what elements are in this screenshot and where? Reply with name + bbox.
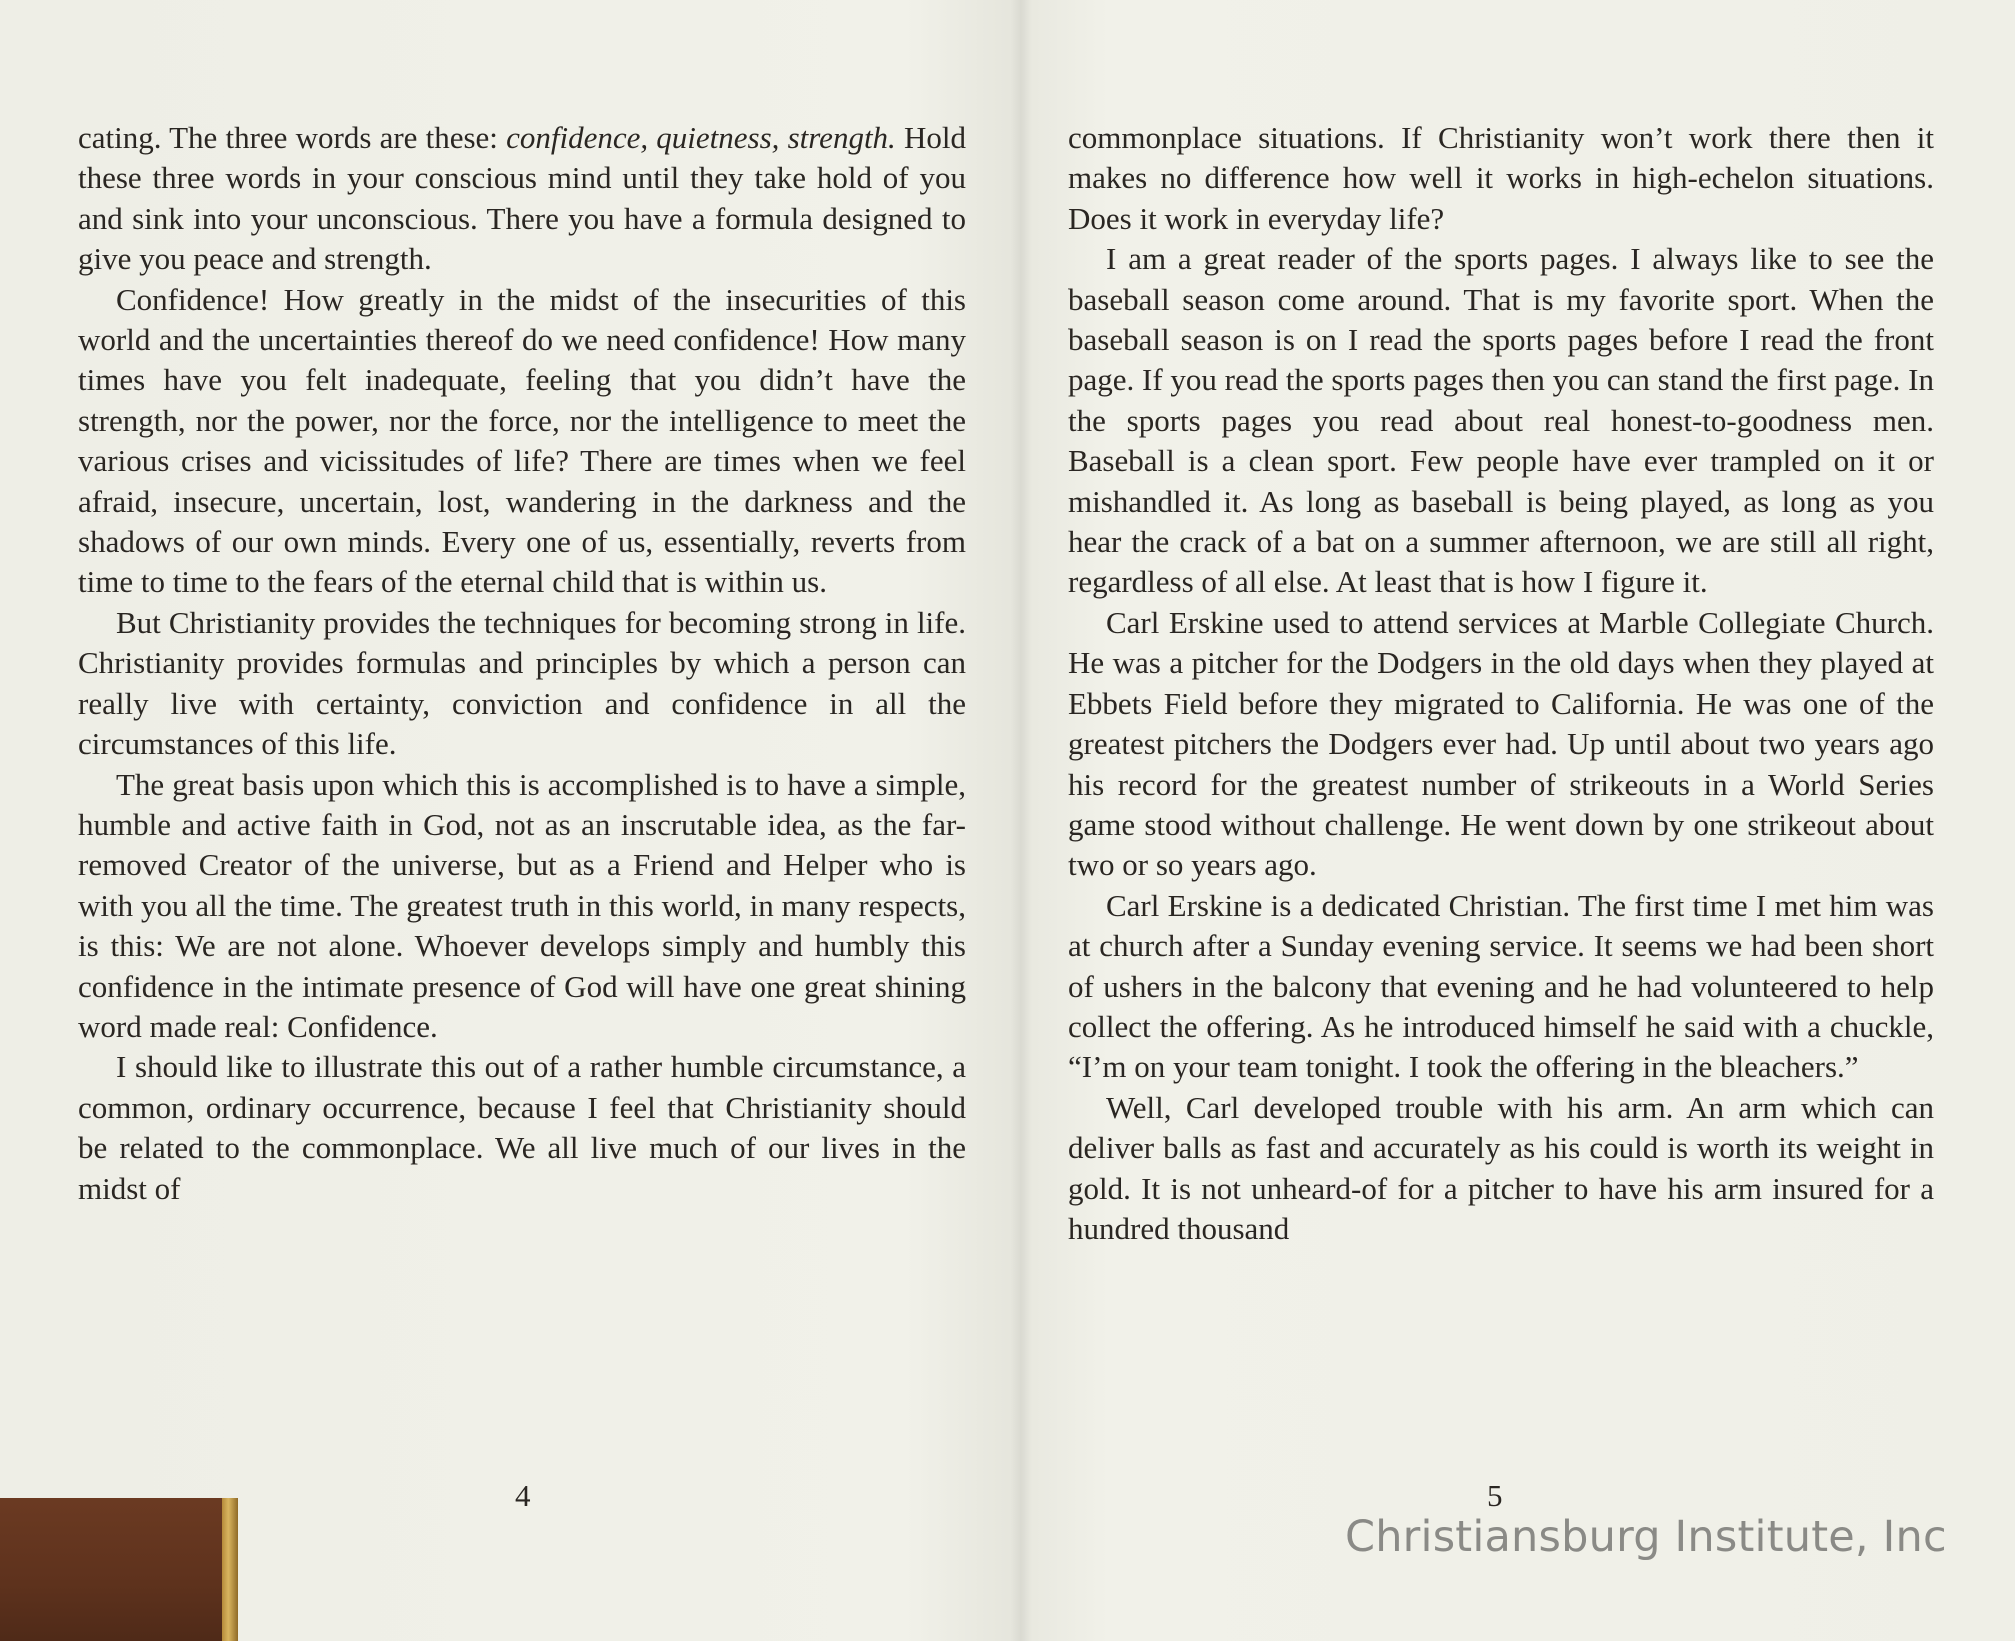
text-segment: Well, Carl developed trouble with his arm. An arm which can deliver balls as fast and accurately as his could is worth its weight in gold. It is not unheard-of for a pitcher to have his arm insured for a hundred thousand — [1068, 1089, 1934, 1246]
paragraph — [78, 118, 966, 280]
paragraph — [1068, 239, 1934, 603]
left-page-body — [78, 118, 966, 1209]
text-segment: The great basis upon which this is accomplished is to have a simple, humble and active faith in God, not as an inscrutable idea, as the far-removed Creator of the universe, but as a Friend and Helper who is with you all the time. The greatest truth in this world, in many respects, is this: We are not alone. Whoever develops simply and humbly this confidence in the intimate presence of God will have one great shining word made real: Confidence. — [78, 766, 966, 1044]
right-page-body — [1068, 118, 1934, 1249]
paragraph — [78, 765, 966, 1048]
paragraph — [78, 1047, 966, 1209]
paragraph — [1068, 1088, 1934, 1250]
page-gutter — [1010, 0, 1032, 1641]
text-segment: commonplace situations. If Christianity won’t work there then it makes no difference how well it works in high-echelon situations. Does it work in everyday life? — [1068, 120, 1934, 236]
text-segment: Confidence! How greatly in the midst of the insecurities of this world and the uncertainties thereof do we need confidence! How many times have you felt inadequate, feeling that you didn’t have the strength, nor the power, nor the force, nor the intelligence to meet the various crises and vicissitudes of life? There are times when we feel afraid, insecure, uncertain, lost, wandering in the darkness and the shadows of our own minds. Every one of us, essentially, reverts from time to time to the fears of the eternal child that is within us. — [78, 281, 966, 600]
text-segment: Carl Erskine used to attend services at Marble Collegiate Church. He was a pitcher for the Dodgers in the old days when they played at Ebbets Field before they migrated to California. He was one of the greatest pitchers the Dodgers ever had. Up until about two years ago his record for the greatest number of strikeouts in a World Series game stood without challenge. He went down by one strikeout about two or so years ago. — [1068, 604, 1934, 883]
text-segment: Hold these three words in your conscious mind until they take hold of you and sink into your unconscious. There you have a formula designed to give you peace and strength. — [78, 120, 966, 277]
right-page-number: 5 — [1487, 1478, 1503, 1513]
paragraph — [1068, 886, 1934, 1088]
paragraph — [78, 603, 966, 765]
text-segment: But Christianity provides the techniques for becoming strong in life. Christianity provides formulas and principles by which a person can really live with certainty, conviction and confidence in all the circumstances of this life. — [78, 604, 966, 762]
text-segment: I should like to illustrate this out of a rather humble circumstance, a common, ordinary occurrence, because I feel that Christianity should be related to the commonplace. We all live much of our lives in the midst of — [78, 1049, 966, 1206]
book-cover-corner — [0, 1498, 236, 1641]
left-page-number: 4 — [515, 1478, 531, 1513]
paragraph — [78, 280, 966, 603]
text-segment: Carl Erskine is a dedicated Christian. The first time I met him was at church after a Sunday evening service. It seems we had been short of ushers in the balcony that evening and he had volunteered to help collect the offering. As he introduced himself he said with a chuckle, “I’m on your team tonight. I took the offering in the bleachers.” — [1068, 887, 1934, 1085]
paragraph — [1068, 118, 1934, 239]
text-segment: cating. The three words are these: — [78, 120, 507, 155]
watermark-text: Christiansburg Institute, Inc — [1345, 1512, 1947, 1562]
book-page-edge — [222, 1498, 238, 1641]
italic-text: confidence, quietness, strength. — [506, 120, 896, 155]
text-segment: I am a great reader of the sports pages. I always like to see the baseball season come around. That is my favorite sport. When the baseball season is on I read the sports pages before I read the front page. If you read the sports pages then you can stand the first page. In the sports pages you read about real honest-to-goodness men. Baseball is a clean sport. Few people have ever trampled on it or mishandled it. As long as baseball is being played, as long as you hear the crack of a bat on a summer afternoon, we are still all right, regardless of all else. At least that is how I figure it. — [1068, 241, 1935, 600]
paragraph — [1068, 603, 1934, 886]
